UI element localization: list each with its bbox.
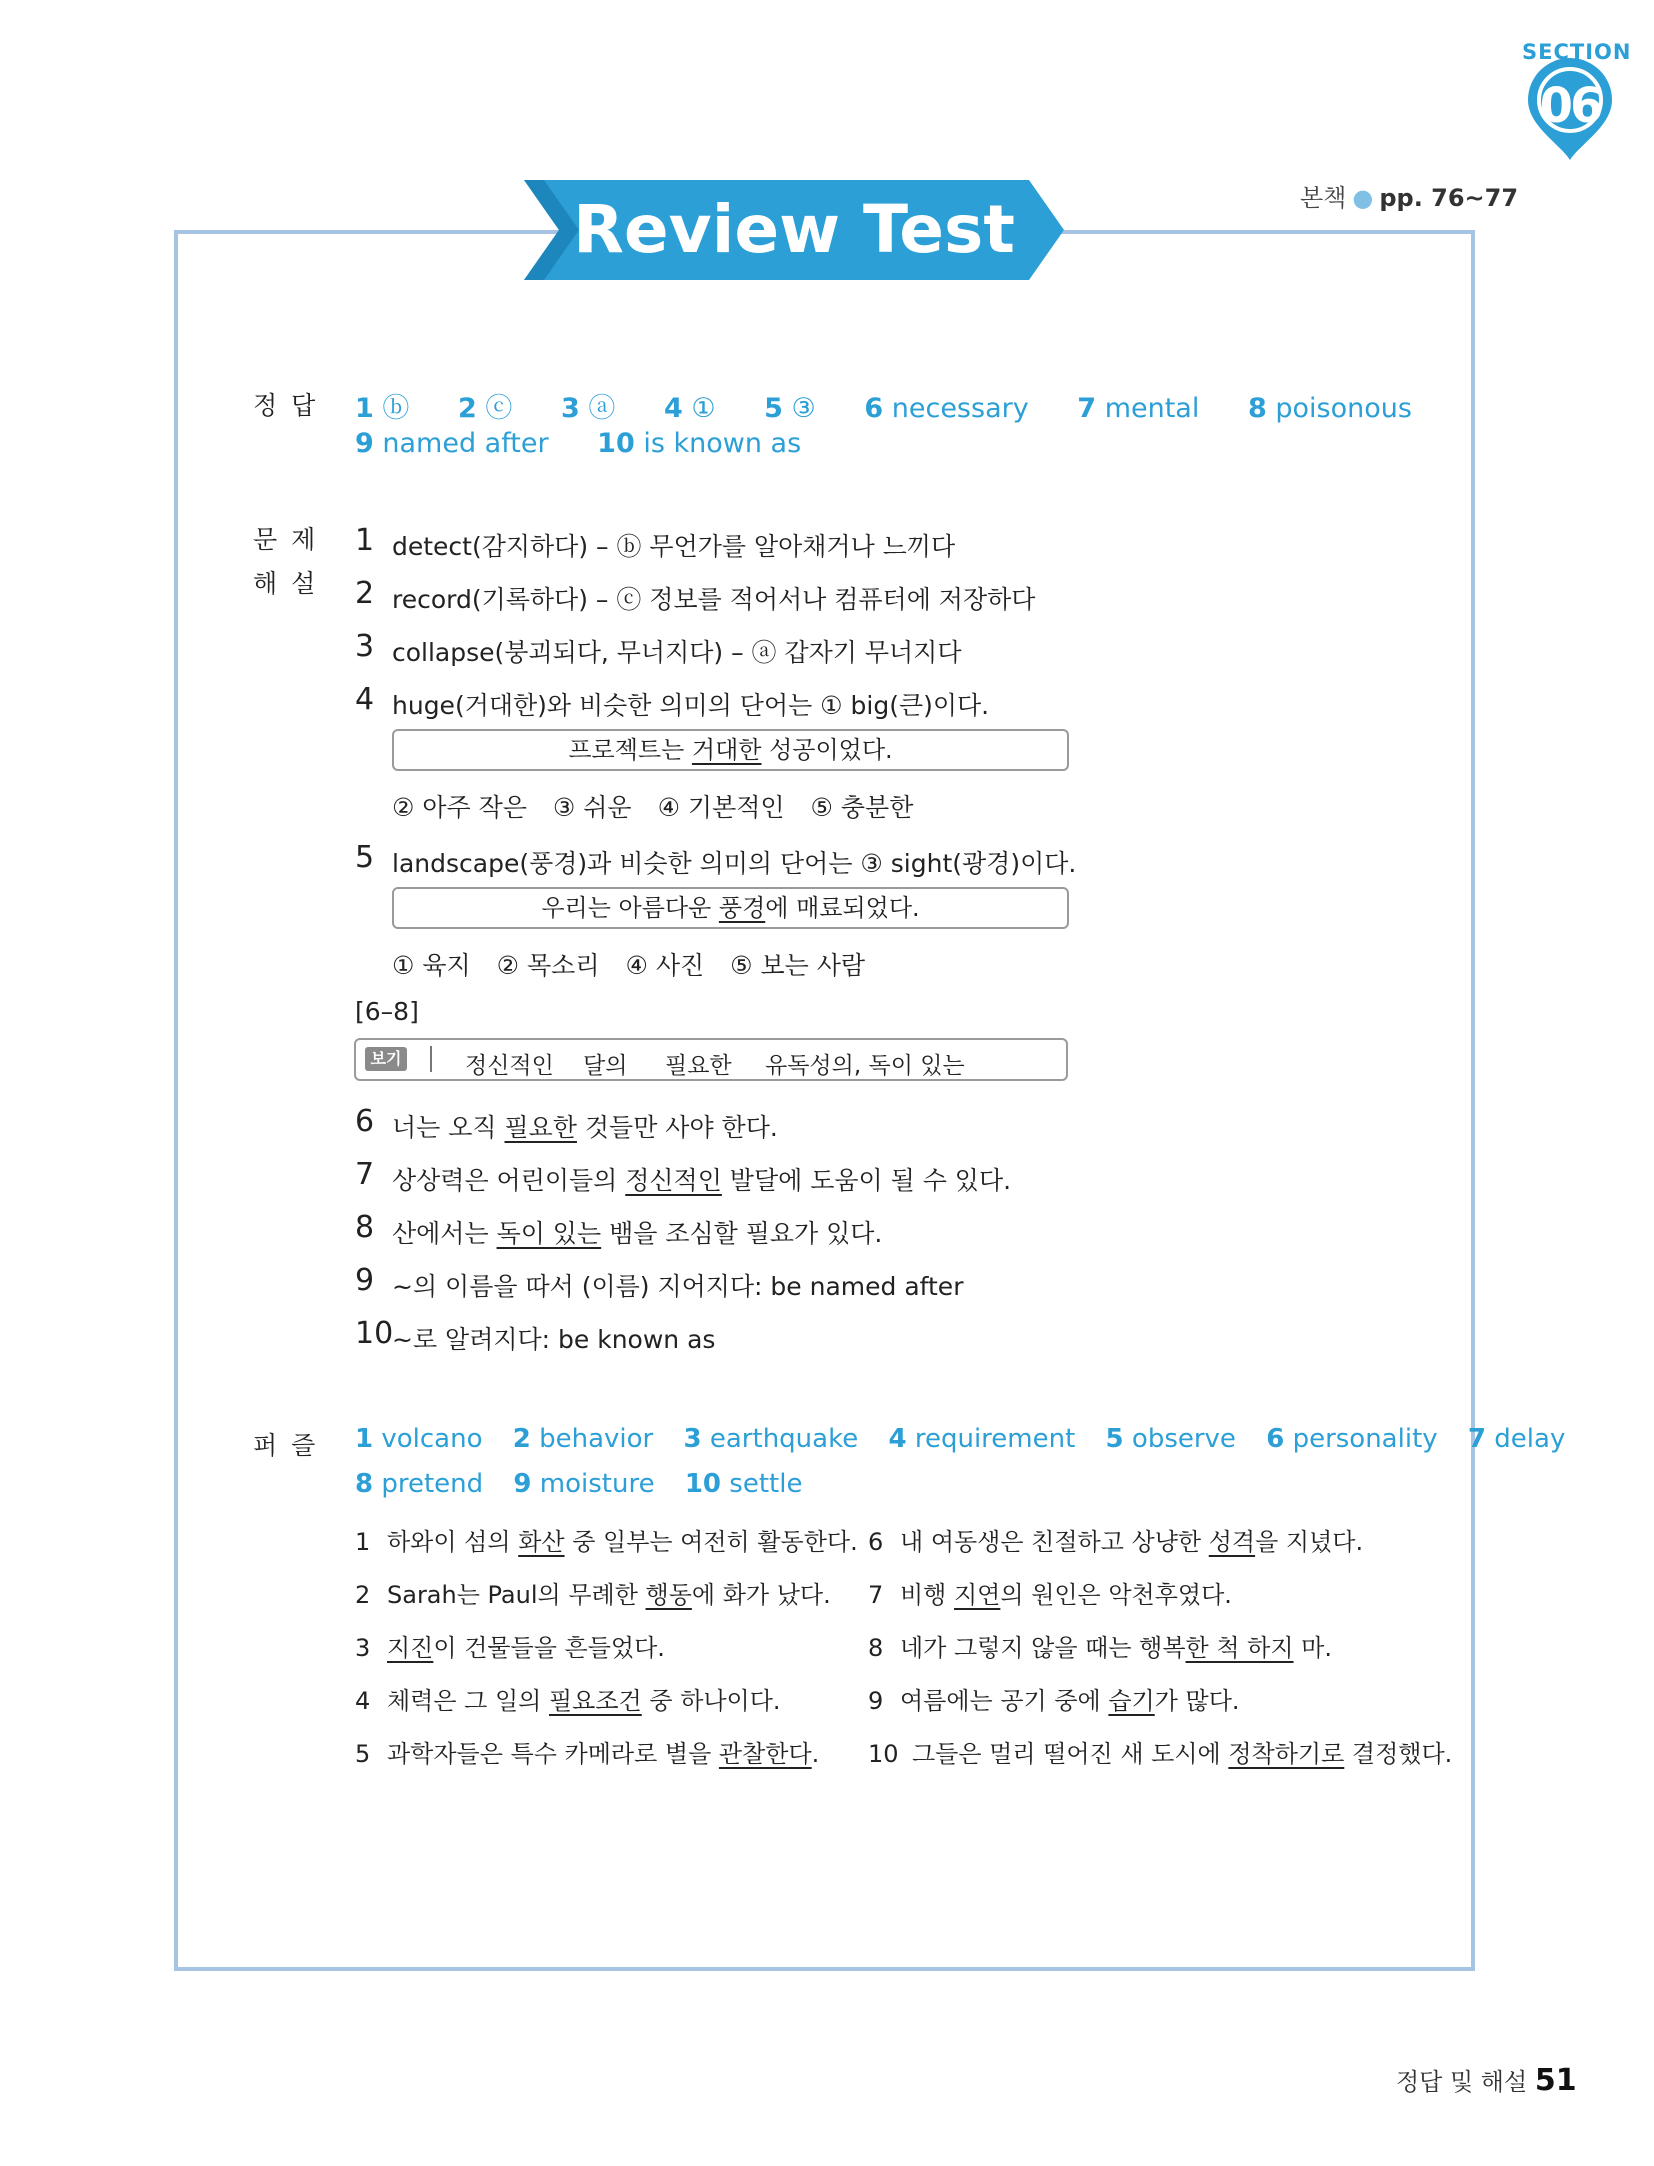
page-reference: 본책 ● pp. 76~77 (1300, 184, 1519, 212)
explanation-q6: 너는 오직 필요한 것들만 사야 한다. (392, 1113, 778, 1142)
word-bank-tag: 보기 (365, 1047, 407, 1071)
section-number: 06 (1539, 78, 1601, 134)
word-bank-item: 유독성의, 독이 있는 (765, 1053, 965, 1079)
answer-item: 8 poisonous (1247, 393, 1412, 424)
choices-q5: ① 육지 ② 목소리 ④ 사진 ⑤ 보는 사람 (392, 951, 866, 980)
word-bank-item: 달의 (583, 1053, 628, 1079)
question-number: 6 (355, 1104, 375, 1139)
puzzle-answer: 7 delay (1467, 1424, 1566, 1454)
explanation-q7: 상상력은 어린이들의 정신적인 발달에 도움이 될 수 있다. (392, 1166, 1012, 1195)
question-number: 10 (355, 1316, 394, 1351)
explanation-q10: ~로 알려지다: be known as (392, 1325, 716, 1354)
explanation-q1: detect(감지하다) – ⓑ 무언가를 알아채거나 느끼다 (392, 532, 956, 561)
answer-item: 7 mental (1077, 393, 1200, 424)
explanation-label-2: 해설 (253, 569, 330, 598)
puzzle-sentence: 6 내 여동생은 친절하고 상냥한 성격을 지녔다. (868, 1528, 1364, 1556)
question-number: 9 (355, 1263, 375, 1298)
page-footer: 정답 및 해설 51 (1396, 2063, 1577, 2098)
example-box-q4: 프로젝트는 거대한 성공이었다. (392, 729, 1069, 771)
question-number: 7 (355, 1157, 375, 1192)
puzzle-sentence: 4 체력은 그 일의 필요조건 중 하나이다. (355, 1687, 781, 1715)
explanation-q8: 산에서는 독이 있는 뱀을 조심할 필요가 있다. (392, 1219, 883, 1248)
puzzle-sentence: 5 과학자들은 특수 카메라로 별을 관찰한다. (355, 1740, 820, 1768)
puzzle-sentence: 8 네가 그렇지 않을 때는 행복한 척 하지 마. (868, 1634, 1332, 1662)
section-label: SECTION (1522, 40, 1632, 64)
example-box-q5: 우리는 아름다운 풍경에 매료되었다. (392, 887, 1069, 929)
puzzle-answer: 3 earthquake (683, 1424, 859, 1454)
puzzle-answers-row-1 (355, 1424, 1565, 1454)
word-bank-item: 필요한 (665, 1053, 732, 1079)
choices-q4: ② 아주 작은 ③ 쉬운 ④ 기본적인 ⑤ 충분한 (392, 793, 914, 822)
question-number: 2 (355, 576, 375, 611)
puzzle-answer: 1 volcano (355, 1424, 483, 1454)
puzzle-answers-row-2 (355, 1469, 802, 1499)
answer-item: 4 ① (663, 393, 716, 424)
puzzle-answer: 6 personality (1266, 1424, 1438, 1454)
puzzle-sentence: 3 지진이 건물들을 흔들었다. (355, 1634, 665, 1662)
answers-label: 정답 (253, 391, 330, 420)
puzzle-answer: 2 behavior (512, 1424, 654, 1454)
answer-item: 5 ③ (764, 393, 816, 424)
question-number: 5 (355, 840, 375, 875)
explanation-q4: huge(거대한)와 비슷한 의미의 단어는 ① big(큰)이다. (392, 691, 990, 720)
puzzle-label: 퍼즐 (253, 1431, 330, 1460)
puzzle-answer: 9 moisture (513, 1469, 655, 1499)
question-number: 8 (355, 1210, 375, 1245)
answer-row-2 (355, 428, 801, 459)
page-number: 51 (1534, 2063, 1577, 2098)
puzzle-sentence: 2 Sarah는 Paul의 무례한 행동에 화가 났다. (355, 1581, 831, 1609)
puzzle-answer: 5 observe (1105, 1424, 1236, 1454)
answer-item: 9 named after (355, 428, 549, 459)
puzzle-sentence: 10 그들은 멀리 떨어진 새 도시에 정착하기로 결정했다. (868, 1740, 1453, 1768)
explanation-q5: landscape(풍경)과 비슷한 의미의 단어는 ③ sight(광경)이다. (392, 849, 1077, 878)
answer-item: 10 is known as (597, 428, 802, 459)
puzzle-answer: 10 settle (684, 1469, 803, 1499)
explanation-q3: collapse(붕괴되다, 무너지다) – ⓐ 갑자기 무너지다 (392, 638, 962, 667)
question-number: 4 (355, 682, 375, 717)
explanation-label-1: 문제 (253, 525, 330, 554)
puzzle-sentence: 9 여름에는 공기 중에 습기가 많다. (868, 1687, 1240, 1715)
page-title: Review Test (573, 191, 1015, 268)
answer-item: 1 ⓑ (355, 393, 410, 424)
question-range: [6–8] (355, 997, 419, 1026)
puzzle-answer: 4 requirement (888, 1424, 1076, 1454)
explanation-q2: record(기록하다) – ⓒ 정보를 적어서나 컴퓨터에 저장하다 (392, 585, 1036, 614)
word-bank-item: 정신적인 (465, 1053, 554, 1079)
puzzle-sentence: 1 하와이 섬의 화산 중 일부는 여전히 활동한다. (355, 1528, 858, 1556)
question-number: 1 (355, 523, 375, 558)
question-number: 3 (355, 629, 375, 664)
puzzle-answer: 8 pretend (355, 1469, 484, 1499)
answer-item: 2 ⓒ (457, 393, 513, 424)
answer-row-1 (355, 386, 1412, 425)
answer-item: 3 ⓐ (560, 393, 616, 424)
puzzle-sentence: 7 비행 지연의 원인은 악천후였다. (868, 1581, 1232, 1609)
answer-item: 6 necessary (864, 393, 1029, 424)
divider (430, 1046, 432, 1072)
explanation-q9: ~의 이름을 따서 (이름) 지어지다: be named after (392, 1272, 964, 1301)
